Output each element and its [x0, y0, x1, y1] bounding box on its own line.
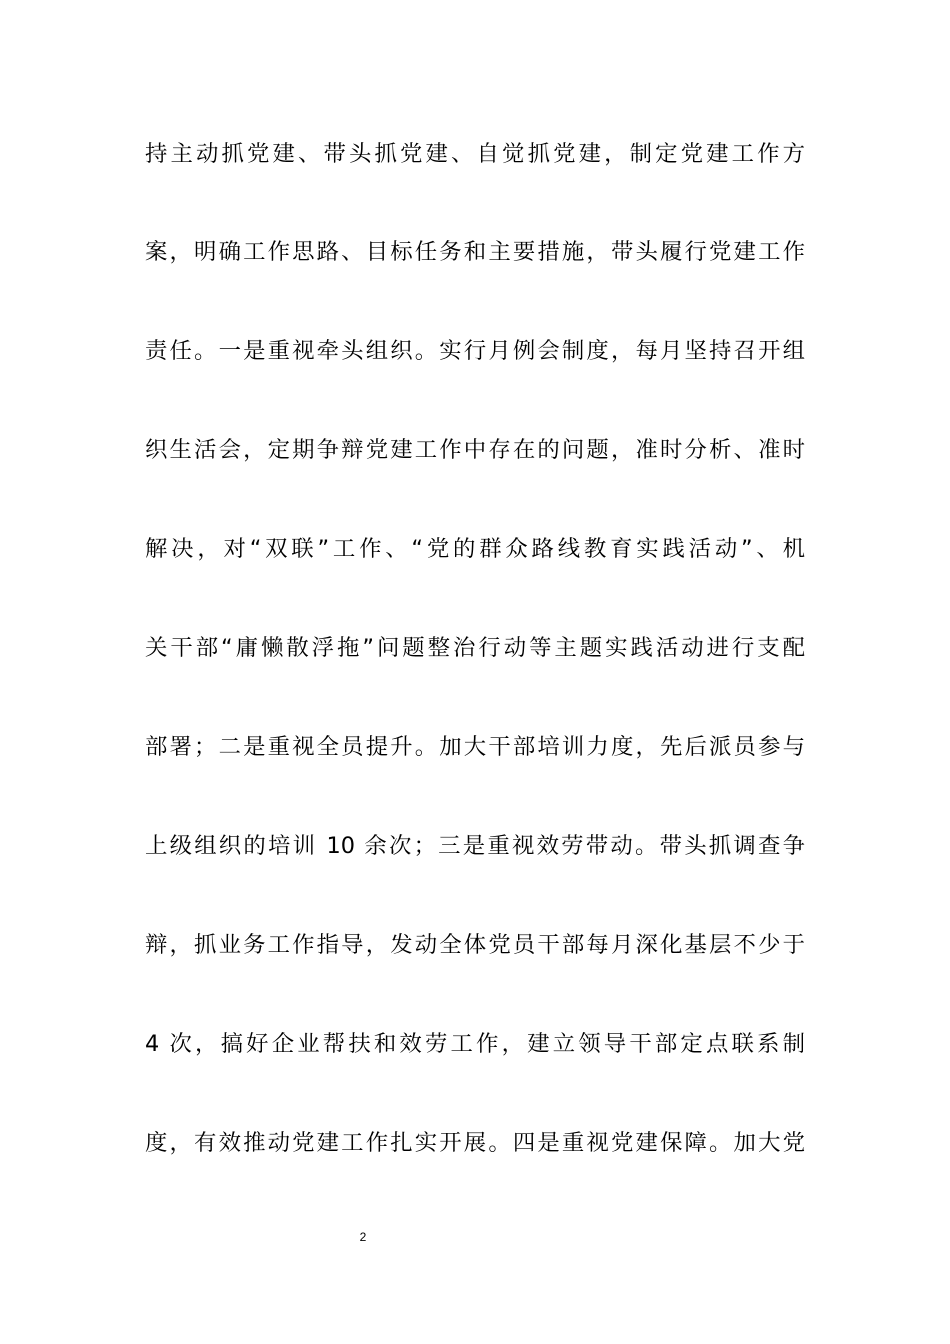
body-text-line-7: 部署；二是重视全员提升。加大干部培训力度，先后派员参与 — [145, 734, 805, 760]
body-text-line-5: 解决，对“双联”工作、“党的群众路线教育实践活动”、机 — [145, 536, 805, 562]
body-text-line-9: 辩，抓业务工作指导，发动全体党员干部每月深化基层不少于 — [145, 932, 805, 958]
body-text-line-8: 上级组织的培训 10 余次；三是重视效劳带动。带头抓调查争 — [145, 833, 805, 859]
body-text-line-10: 4 次，搞好企业帮扶和效劳工作，建立领导干部定点联系制 — [145, 1031, 805, 1057]
body-text-line-1: 持主动抓党建、带头抓党建、自觉抓党建，制定党建工作方 — [145, 141, 805, 167]
body-text-line-6: 关干部“庸懒散浮拖”问题整治行动等主题实践活动进行支配 — [145, 635, 805, 661]
page-number: 2 — [359, 1230, 367, 1244]
body-text-line-4: 织生活会，定期争辩党建工作中存在的问题，准时分析、准时 — [145, 437, 805, 463]
body-text-line-3: 责任。一是重视牵头组织。实行月例会制度，每月坚持召开组 — [145, 338, 805, 364]
body-text-line-11: 度，有效推动党建工作扎实开展。四是重视党建保障。加大党 — [145, 1130, 805, 1156]
body-text-line-2: 案，明确工作思路、目标任务和主要措施，带头履行党建工作 — [145, 239, 805, 265]
